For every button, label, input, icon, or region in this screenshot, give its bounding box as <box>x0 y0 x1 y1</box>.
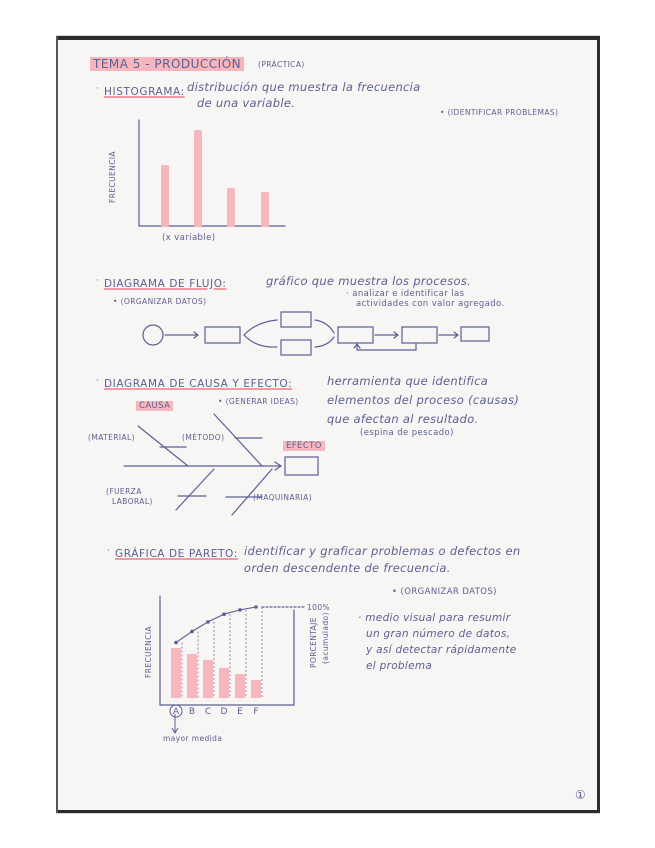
flow-arrow-1 <box>165 332 198 338</box>
pareto-y2label-2: (acumulado) <box>321 612 330 664</box>
causa-note: (espina de pescado) <box>360 428 454 438</box>
pareto-pct-label: 100% <box>307 603 331 612</box>
pareto-desc-line1: identificar y graficar problemas o defectos en <box>244 544 521 558</box>
pareto-use: • (ORGANIZAR DATOS) <box>392 587 497 597</box>
pareto-bar-C <box>203 660 213 698</box>
fishbone-bone-top-right <box>214 414 262 466</box>
causa-desc-line2: elementos del proceso (causas) <box>327 393 520 407</box>
page-subtitle: (PRÁCTICA) <box>258 60 305 69</box>
flow-box-2b <box>281 340 311 355</box>
pareto-category-D: D <box>220 707 228 717</box>
histogram-bar-3 <box>227 188 235 227</box>
flujo-use: • (ORGANIZAR DATOS) <box>113 297 207 306</box>
flow-feedback <box>354 344 416 350</box>
bone-maquinaria: (MAQUINARIA) <box>253 493 313 502</box>
page-number: ① <box>575 788 586 802</box>
histograma-desc-line2: de una variable. <box>197 96 296 110</box>
causa-use: • (GENERAR IDEAS) <box>218 397 299 406</box>
flujo-note-line1: · analizar e identificar las <box>346 289 465 299</box>
causa-desc-line3: que afectan al resultado. <box>327 412 479 426</box>
histograma-desc-line1: distribución que muestra la frecuencia <box>187 80 421 94</box>
bone-laboral: LABORAL) <box>112 497 153 506</box>
fishbone-bone-bottom-right <box>232 469 272 515</box>
pareto-bar-B <box>187 654 197 698</box>
flow-branch-up <box>244 320 277 335</box>
flow-start-circle <box>143 325 163 345</box>
pareto-note-line4: el problema <box>366 660 433 672</box>
pareto-category-E: E <box>237 707 243 717</box>
pareto-first-note: mayor medida <box>163 734 223 743</box>
pareto-point-E <box>238 608 242 612</box>
flujo-desc: gráfico que muestra los procesos. <box>266 274 472 288</box>
pareto-category-B: B <box>188 707 196 717</box>
fishbone-head-box <box>285 457 318 475</box>
flow-box-5 <box>461 327 489 341</box>
flow-box-3 <box>338 327 373 343</box>
pareto-point-A <box>174 641 178 645</box>
bone-fuerza: (FUERZA <box>106 487 142 496</box>
pareto-note-line2: un gran número de datos, <box>366 628 511 640</box>
pareto-category-F: F <box>253 707 259 717</box>
causa-heading: DIAGRAMA DE CAUSA Y EFECTO: <box>104 378 293 390</box>
flujo-heading: DIAGRAMA DE FLUJO: <box>104 278 227 290</box>
causa-desc-line1: herramienta que identifica <box>327 374 489 388</box>
pareto-category-A: A <box>172 707 180 717</box>
pareto-bar-E <box>235 674 245 698</box>
pareto-note-line1: · medio visual para resumir <box>358 612 511 624</box>
histogram-bar-1 <box>161 165 169 227</box>
histograma-ylabel: FRECUENCIA <box>108 151 117 203</box>
flujo-bullet: · <box>96 276 100 286</box>
histogram-bar-4 <box>261 192 269 227</box>
pareto-desc-line2: orden descendente de frecuencia. <box>244 561 451 575</box>
histograma-xlabel: (x variable) <box>162 233 216 243</box>
pareto-categories <box>170 705 259 717</box>
flow-box-4 <box>402 327 437 343</box>
pareto-bar-D <box>219 668 229 698</box>
pareto-point-D <box>222 612 226 616</box>
fishbone-bone-bottom-left <box>176 469 214 510</box>
histograma-heading: HISTOGRAMA: <box>104 86 185 98</box>
pareto-bar-A <box>171 648 181 698</box>
histograma-use: • (IDENTIFICAR PROBLEMAS) <box>440 108 559 117</box>
pareto-note-line3: y así detectar rápidamente <box>366 644 517 656</box>
bone-material: (MATERIAL) <box>88 433 135 442</box>
page-title: TEMA 5 - PRODUCCIÓN <box>90 57 244 71</box>
histograma-bars <box>161 130 269 227</box>
pareto-bar-F <box>251 680 261 698</box>
flow-join-down <box>315 337 334 347</box>
pareto-point-C <box>206 620 210 624</box>
histograma-bullet: · <box>96 84 100 94</box>
pareto-bullet: · <box>107 546 111 556</box>
efecto-label: EFECTO <box>283 441 325 451</box>
fishbone-bone-top-left <box>138 426 188 466</box>
pareto-y2label-1: PORCENTAJE <box>309 617 318 668</box>
histogram-bar-2 <box>194 130 202 227</box>
pareto-bars <box>171 648 261 698</box>
flow-branch-down <box>244 335 277 347</box>
pareto-ylabel: FRECUENCIA <box>144 626 153 678</box>
flow-box-1 <box>205 327 240 343</box>
pareto-point-F <box>254 605 258 609</box>
bone-metodo: (MÉTODO) <box>182 433 225 442</box>
pareto-cumulative-line <box>176 607 256 643</box>
flow-arrow-3 <box>375 332 398 338</box>
pareto-heading: GRÁFICA DE PARETO: <box>115 548 238 560</box>
pareto-category-C: C <box>204 707 212 717</box>
flow-box-2a <box>281 312 311 327</box>
flujo-note-line2: actividades con valor agregado. <box>356 299 505 309</box>
pareto-point-B <box>190 630 194 634</box>
flow-arrow-4 <box>439 332 458 338</box>
flow-join-up <box>315 320 334 333</box>
causa-label: CAUSA <box>136 401 173 411</box>
causa-bullet: · <box>96 376 100 386</box>
